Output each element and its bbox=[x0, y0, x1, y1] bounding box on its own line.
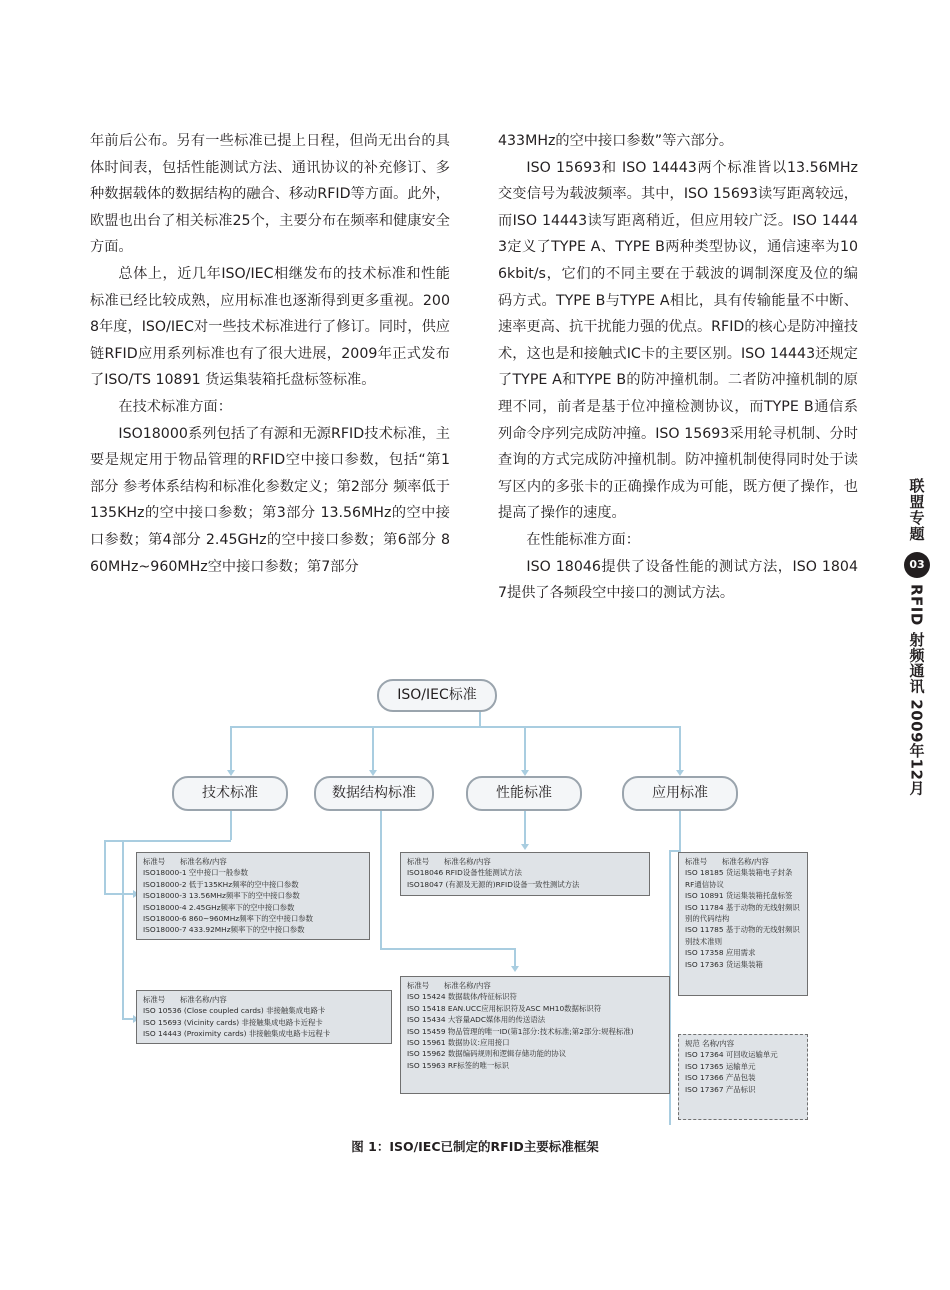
paragraph: ISO 18046提供了设备性能的测试方法，ISO 18047提供了各频段空中接口的测试方法。 bbox=[498, 558, 858, 602]
table-row: ISO 15963 RF标签的唯一标识 bbox=[407, 1060, 510, 1070]
table-row: ISO 17364 可回收运输单元 bbox=[685, 1050, 778, 1060]
section-title: 联盟专题 bbox=[907, 478, 926, 542]
table-row: ISO 15459 物品管理的唯一ID(第1部分:技术标准;第2部分:规程标准) bbox=[407, 1026, 634, 1036]
table-row: ISO 15962 数据编码规则和逻辑存储功能的协议 bbox=[407, 1049, 567, 1059]
category-performance: 性能标准 bbox=[466, 776, 582, 811]
category-application: 应用标准 bbox=[622, 776, 738, 811]
performance-standards-table bbox=[400, 852, 650, 896]
table-row: ISO18047 (有源及无源的)RFID设备一致性测试方法 bbox=[407, 879, 580, 889]
table-row: ISO 15418 EAN.UCC应用标识符及ASC MH10数据标识符 bbox=[407, 1003, 602, 1013]
table-header: 标准号 标准名称/内容 bbox=[143, 857, 227, 866]
application-standards-table bbox=[678, 852, 808, 996]
table-header: 标准号 标准名称/内容 bbox=[407, 857, 491, 866]
table-row: ISO 18185 货运集装箱电子封条RF通信协议 bbox=[685, 868, 793, 889]
table-row: ISO 11784 基于动物的无线射频识别的代码结构 bbox=[685, 902, 800, 924]
table-header: 标准号 标准名称/内容 bbox=[407, 981, 491, 990]
data-structure-standards-table bbox=[400, 976, 670, 1094]
table-header: 标准号 标准名称/内容 bbox=[143, 995, 227, 1004]
card-standards-table bbox=[136, 990, 392, 1044]
table-row: ISO 14443 (Proximity cards) 非接触集成电路卡远程卡 bbox=[143, 1029, 331, 1039]
table-header: 规范 名称/内容 bbox=[685, 1039, 735, 1048]
table-row: ISO 10536 (Close coupled cards) 非接触集成电路卡 bbox=[143, 1006, 326, 1016]
table-row: ISO18046 RFID设备性能测试方法 bbox=[407, 868, 522, 878]
table-row: ISO 17365 运输单元 bbox=[685, 1061, 756, 1071]
table-header: 标准号 标准名称/内容 bbox=[685, 857, 769, 866]
paragraph: 总体上，近几年ISO/IEC相继发布的技术标准和性能标准已经比较成熟，应用标准也逐渐得到更多重视。2008年度，ISO/IEC对一些技术标准进行了修订。同时，供应链RFID应用系列标准也有了很大进展，2009年正式发布了ISO/TS 10891 货运集装箱托盘标签标准。 bbox=[90, 265, 450, 389]
table-row: ISO 15434 大容量ADC媒体用的传送语法 bbox=[407, 1015, 546, 1025]
category-tech: 技术标准 bbox=[172, 776, 288, 811]
journal-title: RFID 射频通讯 2009年12月 bbox=[907, 584, 926, 796]
table-row: ISO18000-7 433.92MHz频率下的空中接口参数 bbox=[143, 925, 305, 935]
table-row: ISO 17366 产品包装 bbox=[685, 1073, 756, 1083]
table-row: ISO18000-4 2.45GHz频率下的空中接口参数 bbox=[143, 902, 295, 912]
table-row: ISO18000-3 13.56MHz频率下的空中接口参数 bbox=[143, 891, 300, 901]
specification-table bbox=[678, 1034, 808, 1120]
table-row: ISO 10891 货运集装箱托盘标签 bbox=[685, 891, 793, 901]
paragraph: 在性能标准方面： bbox=[526, 531, 640, 548]
paragraph: 年前后公布。另有一些标准已提上日程，但尚无出台的具体时间表，包括性能测试方法、通讯协议的补充修订、多种数据载体的数据结构的融合、移动RFID等方面。此外，欧盟也出台了相关标准25个，主要分布在频率和健康安全方面。 bbox=[90, 133, 450, 256]
table-row: ISO 15961 数据协议:应用接口 bbox=[407, 1038, 510, 1048]
paragraph: ISO 15693和 ISO 14443两个标准皆以13.56MHz交变信号为载波频率。其中，ISO 15693读写距离较远，而ISO 14443读写距离稍近，但应用较广泛。ISO 14443定义了TYPE A、TYPE B两种类型协议，通信速率为106kbit/s，它们的不同主要在于载波的调制深度及位的编码方式。TYPE B与TYPE A相比，具有传输能量不中断、速率更高、抗干扰能力强的优点。RFID的核心是防冲撞技术，这也是和接触式IC卡的主要区别。ISO 14443还规定了TYPE A和TYPE B的防冲撞机制。二者防冲撞机制的原理不同，前者是基于位冲撞检测协议，而TYPE B通信系列命令序列完成防冲撞。ISO 15693采用轮寻机制、分时查询的方式完成防冲撞机制。防冲撞机制使得同时处于读写区内的多张卡的正确操作成为可能，既方便了操作，也提高了操作的速度。 bbox=[498, 159, 858, 522]
paragraph: 在技术标准方面： bbox=[118, 398, 232, 415]
right-text-column bbox=[498, 128, 858, 607]
table-row: ISO18000-2 低于135KHz频率的空中接口参数 bbox=[143, 879, 299, 889]
category-data-structure: 数据结构标准 bbox=[314, 776, 434, 811]
root-node: ISO/IEC标准 bbox=[377, 679, 497, 712]
tech-standards-table bbox=[136, 852, 370, 940]
paragraph: ISO18000系列包括了有源和无源RFID技术标准，主要是规定用于物品管理的RFID空中接口参数，包括“第1部分 参考体系结构和标准化参数定义；第2部分 频率低于135KHz的空中接口参数；第3部分 13.56MHz的空中接口参数；第4部分 2.45GHz的空中接口参数；第6部分 860MHz~960MHz空中接口参数；第7部分 bbox=[90, 425, 450, 575]
figure-caption: 图 1：ISO/IEC已制定的RFID主要标准框架 bbox=[351, 1139, 599, 1154]
page-badge: 03 bbox=[904, 552, 930, 578]
left-text-column bbox=[90, 128, 450, 580]
table-row: ISO 15424 数据载体/特征标识符 bbox=[407, 992, 517, 1002]
table-row: ISO 17363 货运集装箱 bbox=[685, 959, 763, 969]
table-row: ISO18000-6 860~960MHz频率下的空中接口参数 bbox=[143, 914, 314, 924]
table-row: ISO 17367 产品标识 bbox=[685, 1084, 756, 1094]
paragraph: 433MHz的空中接口参数”等六部分。 bbox=[498, 133, 734, 149]
table-row: ISO 17358 应用需求 bbox=[685, 948, 756, 958]
table-row: ISO18000-1 空中接口一般参数 bbox=[143, 868, 249, 878]
table-row: ISO 15693 (Vicinity cards) 非接触集成电路卡近程卡 bbox=[143, 1017, 323, 1027]
side-running-header bbox=[900, 478, 934, 800]
table-row: ISO 11785 基于动物的无线射频识别技术准则 bbox=[685, 925, 800, 946]
